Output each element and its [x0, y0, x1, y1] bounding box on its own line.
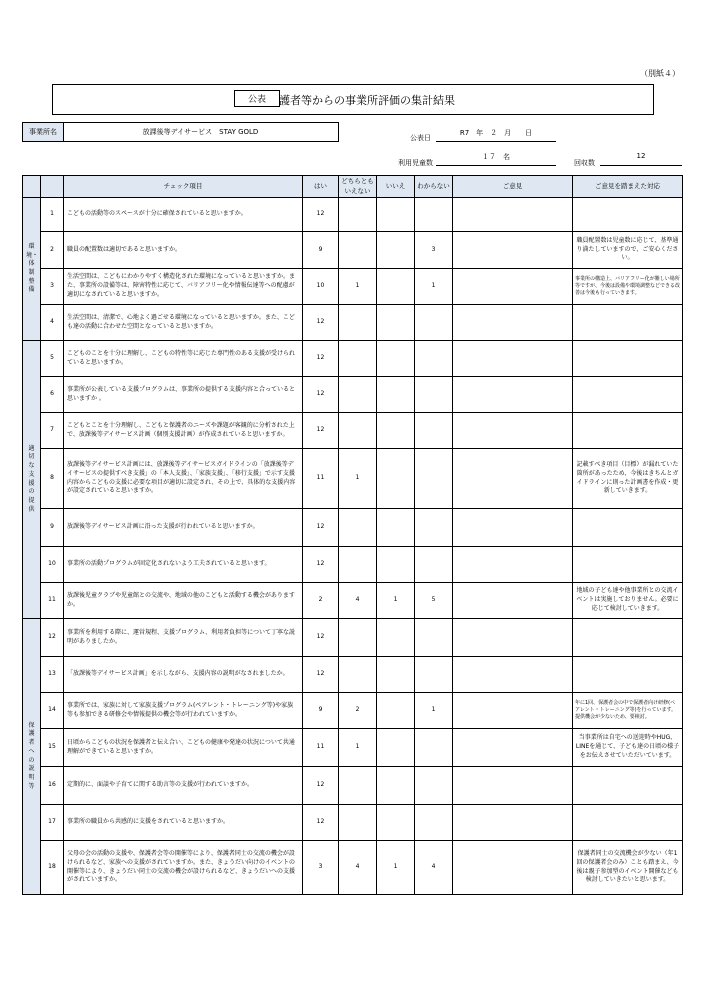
row-number: 6 [41, 377, 64, 413]
response-cell [573, 198, 683, 232]
opinion-cell [453, 657, 573, 693]
table-row [23, 841, 683, 895]
count-no [377, 729, 415, 767]
table-row [23, 693, 683, 729]
check-item-text: 生活空間は、清潔で、心地よく過ごせる環境になっていると思いますか。また、こども達の活動に合わせた空間となっていると思いますか。 [64, 305, 303, 341]
count-neutral: 2 [339, 693, 377, 729]
count-no [377, 657, 415, 693]
response-cell [573, 619, 683, 657]
opinion-cell [453, 449, 573, 509]
opinion-cell [453, 805, 573, 841]
count-no [377, 693, 415, 729]
opinion-cell [453, 729, 573, 767]
table-row [23, 413, 683, 449]
row-number: 16 [41, 767, 64, 805]
page-title: 護者等からの事業所評価の集計結果 [279, 94, 455, 107]
count-no [377, 767, 415, 805]
check-item-text: 日頃からこどもの状況を保護者と伝え合い、こどもの健康や発達の状況について共通理解ができていると思いますか。 [64, 729, 303, 767]
table-row [23, 341, 683, 377]
count-yes: 12 [303, 341, 339, 377]
count-unknown [415, 198, 453, 232]
row-number: 9 [41, 509, 64, 547]
row-number: 3 [41, 269, 64, 305]
count-yes: 12 [303, 377, 339, 413]
row-number: 18 [41, 841, 64, 895]
opinion-cell [453, 341, 573, 377]
check-item-text: こどもとことを十分理解し、こどもと保護者のニーズや課題が客観的に分析された上で、放課後等デイサービス計画（個別支援計画）が作成されていると思いますか。 [64, 413, 303, 449]
count-no [377, 547, 415, 583]
count-no [377, 341, 415, 377]
response-cell [573, 509, 683, 547]
row-number: 4 [41, 305, 64, 341]
opinion-cell [453, 509, 573, 547]
check-item-text: 放課後児童クラブや児童館との交流や、地域の他のこどもと活動する機会がありますか。 [64, 583, 303, 619]
count-unknown [415, 413, 453, 449]
opinion-cell [453, 547, 573, 583]
count-neutral [339, 767, 377, 805]
count-neutral [339, 305, 377, 341]
users-label: 利用児童数 [398, 159, 433, 167]
row-number: 2 [41, 232, 64, 269]
check-item-text: 放課後等デイサービス計画に沿った支援が行われていると思いますか。 [64, 509, 303, 547]
count-neutral [339, 413, 377, 449]
count-yes: 3 [303, 841, 339, 895]
check-item-text: 事業所の職員から共感的に支援をされていると思いますか。 [64, 805, 303, 841]
table-row [23, 583, 683, 619]
count-neutral [339, 619, 377, 657]
check-item-text: こどものことを十分に理解し、こどもの特性等に応じた専門性のある支援が受けられていると思いますか。 [64, 341, 303, 377]
count-neutral: 4 [339, 583, 377, 619]
opinion-cell [453, 693, 573, 729]
table-header-row [23, 176, 683, 198]
count-no: 1 [377, 583, 415, 619]
count-unknown [415, 619, 453, 657]
check-item-text: 定期的に、面談や子育てに関する助言等の支援が行われていますか。 [64, 767, 303, 805]
count-yes: 12 [303, 619, 339, 657]
table-row [23, 377, 683, 413]
row-number: 17 [41, 805, 64, 841]
opinion-cell [453, 305, 573, 341]
evaluation-table [22, 175, 683, 895]
response-cell: 年に1回、保護者会の中で保護者向け研修(ペアレント・トレーニング等)を行っています。提供機会が少ないため、要検討。 [573, 693, 683, 729]
count-unknown: 4 [415, 841, 453, 895]
header-category [23, 176, 41, 198]
count-yes: 12 [303, 413, 339, 449]
check-item-text: 事業所が公表している支援プログラムは、事業所の提供する支援内容と合っていると思いますか 。 [64, 377, 303, 413]
users-value: １７ 名 [436, 150, 556, 166]
publish-date-value: R7 年 ２ 月 日 [436, 126, 556, 142]
header-neutral: どちらともいえない [339, 176, 377, 198]
count-yes: 11 [303, 729, 339, 767]
count-unknown [415, 305, 453, 341]
header-opinion: ご意見 [453, 176, 573, 198]
count-unknown [415, 729, 453, 767]
row-number: 13 [41, 657, 64, 693]
count-unknown [415, 377, 453, 413]
count-no [377, 805, 415, 841]
count-neutral: 4 [339, 841, 377, 895]
row-number: 8 [41, 449, 64, 509]
responses-label: 回収数 [574, 159, 595, 167]
count-neutral [339, 509, 377, 547]
count-neutral [339, 232, 377, 269]
response-cell: 記載すべき項目（目標）が漏れていた箇所があったため、今後はきちんとガイドラインに則った計画書を作成・更新していきます。 [573, 449, 683, 509]
count-neutral [339, 805, 377, 841]
response-cell: 地域の子ども達や他事業所との交流イベントは実施しておりません。必要に応じて検討していきます。 [573, 583, 683, 619]
row-number: 12 [41, 619, 64, 657]
table-row [23, 547, 683, 583]
count-no [377, 232, 415, 269]
publish-date-label: 公表日 [410, 134, 431, 142]
response-cell: 職員配置数は児童数に応じて、基準通り満たしていますので、ご安心ください。 [573, 232, 683, 269]
table-row [23, 619, 683, 657]
count-unknown [415, 449, 453, 509]
count-no [377, 619, 415, 657]
count-yes: 12 [303, 805, 339, 841]
response-cell: 当事業所は自宅への送迎時やHUG、LINEを通じて、子ども達の日頃の様子をお伝えさせていただいています。 [573, 729, 683, 767]
table-row [23, 509, 683, 547]
count-yes: 9 [303, 693, 339, 729]
response-cell [573, 305, 683, 341]
opinion-cell [453, 583, 573, 619]
count-yes: 9 [303, 232, 339, 269]
header-yes: はい [303, 176, 339, 198]
table-row [23, 729, 683, 767]
table-row [23, 232, 683, 269]
count-neutral: 1 [339, 449, 377, 509]
count-yes: 11 [303, 449, 339, 509]
header-response: ご意見を踏まえた対応 [573, 176, 683, 198]
count-yes: 12 [303, 657, 339, 693]
count-neutral [339, 341, 377, 377]
facility-name: 放課後等デイサービス STAY GOLD [63, 122, 339, 142]
header-unknown: わからない [415, 176, 453, 198]
opinion-cell [453, 767, 573, 805]
row-number: 1 [41, 198, 64, 232]
response-cell [573, 377, 683, 413]
header-no: いいえ [377, 176, 415, 198]
opinion-cell [453, 377, 573, 413]
count-unknown: 1 [415, 693, 453, 729]
header-number [41, 176, 64, 198]
check-item-text: 放課後等デイサービス計画には、放課後等デイサービスガイドラインの「放課後等デイサービスの提供すべき支援」の「本人支援」、「家族支援」、「移行支援」で示す支援内容からこどもの支援に必要な項目が適切に設定され、その上で、具体的な支援内容が設定されていると思いますか。 [64, 449, 303, 509]
check-item-text: 事業所の活動プログラムが固定化されないよう工夫されていると思います。 [64, 547, 303, 583]
table-row [23, 657, 683, 693]
count-yes: 12 [303, 547, 339, 583]
count-unknown: 3 [415, 232, 453, 269]
row-number: 5 [41, 341, 64, 377]
check-item-text: 「放課後等デイサービス計画」を示しながら、支援内容の説明がなされましたか。 [64, 657, 303, 693]
row-number: 14 [41, 693, 64, 729]
response-cell [573, 767, 683, 805]
count-yes: 2 [303, 583, 339, 619]
response-cell [573, 657, 683, 693]
row-number: 15 [41, 729, 64, 767]
count-yes: 12 [303, 767, 339, 805]
header-check-item: チェック項目 [64, 176, 303, 198]
table-row [23, 805, 683, 841]
response-cell [573, 413, 683, 449]
row-number: 11 [41, 583, 64, 619]
opinion-cell [453, 232, 573, 269]
count-unknown [415, 657, 453, 693]
row-number: 10 [41, 547, 64, 583]
response-cell [573, 805, 683, 841]
count-unknown [415, 341, 453, 377]
opinion-cell [453, 619, 573, 657]
count-yes: 12 [303, 509, 339, 547]
count-yes: 12 [303, 305, 339, 341]
count-neutral [339, 198, 377, 232]
check-item-text: 生活空間は、こどもにわかりやすく構造化された環境になっていると思いますか。また、事業所の設備等は、障害特性に応じて、バリアフリー化や情報伝達等への配慮が適切になされていると思いますか。 [64, 269, 303, 305]
count-unknown [415, 805, 453, 841]
count-no [377, 269, 415, 305]
facility-label: 事業所名 [22, 122, 64, 142]
count-no [377, 449, 415, 509]
count-no [377, 198, 415, 232]
count-neutral [339, 547, 377, 583]
publish-tag: 公表 [234, 90, 280, 107]
response-cell: 保護者同士の交流機会が少ない（年1回の保護者会のみ）ことも踏まえ、今後は親子参加型のイベント開催なども検討していきたいと思います。 [573, 841, 683, 895]
table-row [23, 449, 683, 509]
row-number: 7 [41, 413, 64, 449]
appendix-label: （別紙４） [640, 69, 680, 78]
check-item-text: 父母の会の活動の支援や、保護者会等の開催等により、保護者同士の交流の機会が設けられるなど、家族への支援がされていますか。また、きょうだい向けのイベントの開催等により、きょうだい同士の交流の機会が設けられるなど、きょうだいへの支援がされていますか。 [64, 841, 303, 895]
count-neutral [339, 657, 377, 693]
response-cell: 事業所の構造上、バリアフリー化が難しい場所等ですが、今後は設備や環境調整などできる改善は今後も行っていきます。 [573, 269, 683, 305]
table-row [23, 767, 683, 805]
opinion-cell [453, 413, 573, 449]
count-yes: 12 [303, 198, 339, 232]
table-row [23, 198, 683, 232]
opinion-cell [453, 198, 573, 232]
response-cell [573, 547, 683, 583]
category-label: 適切な支援の提供 [23, 341, 41, 619]
category-label: 保護者への説明等 [23, 619, 41, 895]
count-unknown [415, 767, 453, 805]
count-unknown: 1 [415, 269, 453, 305]
count-neutral: 1 [339, 269, 377, 305]
opinion-cell [453, 841, 573, 895]
count-unknown: 5 [415, 583, 453, 619]
count-no [377, 413, 415, 449]
count-unknown [415, 509, 453, 547]
check-item-text: 事業所では、家族に対して家族支援プログラム(ペアレント・トレーニング等)や家族等も参加できる研修会や情報提供の機会等が行われていますか。 [64, 693, 303, 729]
opinion-cell [453, 269, 573, 305]
count-neutral [339, 377, 377, 413]
category-label: 環境・体制整備 [23, 198, 41, 341]
check-item-text: こどもの活動等のスペースが十分に確保されていると思いますか。 [64, 198, 303, 232]
count-unknown [415, 547, 453, 583]
check-item-text: 職員の配置数は適切であると思いますか。 [64, 232, 303, 269]
responses-value: 12 [600, 150, 682, 166]
check-item-text: 事業所を利用する際に、運営規程、支援プログラム、利用者負担等について丁寧な説明がありましたか。 [64, 619, 303, 657]
count-neutral: 1 [339, 729, 377, 767]
count-yes: 10 [303, 269, 339, 305]
count-no [377, 377, 415, 413]
table-row [23, 269, 683, 305]
count-no [377, 509, 415, 547]
count-no: 1 [377, 841, 415, 895]
table-row [23, 305, 683, 341]
response-cell [573, 341, 683, 377]
count-no [377, 305, 415, 341]
